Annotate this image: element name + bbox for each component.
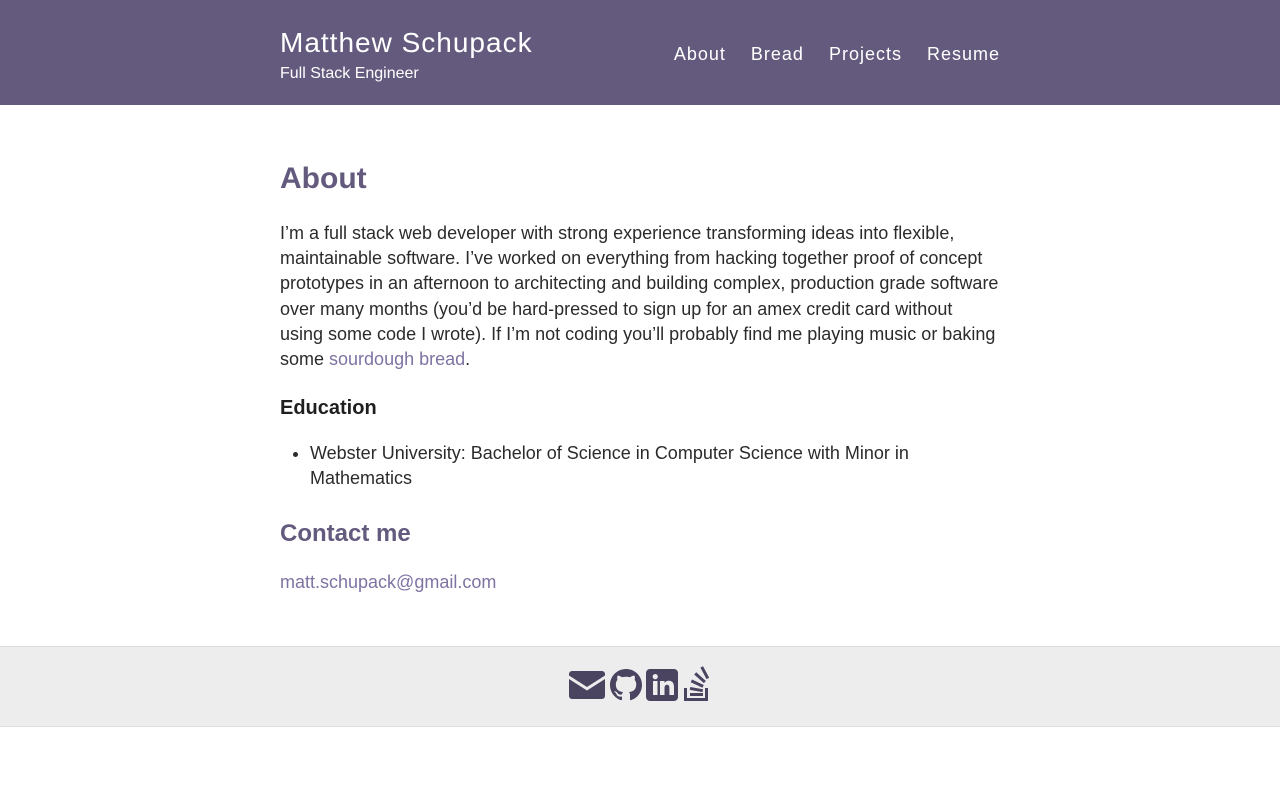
nav-link-bread[interactable]: Bread [750,44,804,64]
nav-link-resume[interactable]: Resume [926,44,1000,64]
about-paragraph [280,221,1000,372]
contact-heading: Contact me [280,520,411,547]
main-content [280,105,1000,646]
about-heading: About [280,162,367,195]
linkedin-icon[interactable] [646,669,678,701]
education-list [280,441,1000,491]
envelope-icon[interactable] [568,669,606,701]
nav-link-about[interactable]: About [673,44,726,64]
stackoverflow-icon[interactable] [682,666,712,704]
education-heading: Education [280,397,377,419]
site-footer [0,646,1280,727]
site-title-link[interactable]: Matthew Schupack [280,27,533,58]
github-icon[interactable] [610,669,642,701]
social-links [568,666,712,704]
nav-link-projects[interactable]: Projects [828,44,902,64]
header-inner [280,0,1000,105]
sourdough-bread-link[interactable]: sourdough bread [329,349,466,370]
about-text-end: . [465,349,471,370]
site-header [0,0,1280,105]
main-nav [674,44,1000,65]
about-text-start: I’m a full stack web developer with strong experience transforming ideas into flexible, maintainable software. I’ve worked on everything from hacking together proof of concept prototypes in an afternoon to architecting and building complex, production grade software over many months (you’d be hard-pressed to sign up for an amex credit card without using some code I wrote). If I’m not coding you’ll probably find me playing music or baking some [280,223,999,370]
education-item: • Webster University: Bachelor of Science in Computer Science with Minor in Mathematics [310,441,1000,491]
site-subtitle: Full Stack Engineer [280,65,419,82]
contact-email-link[interactable]: matt.schupack@gmail.com [280,572,497,592]
